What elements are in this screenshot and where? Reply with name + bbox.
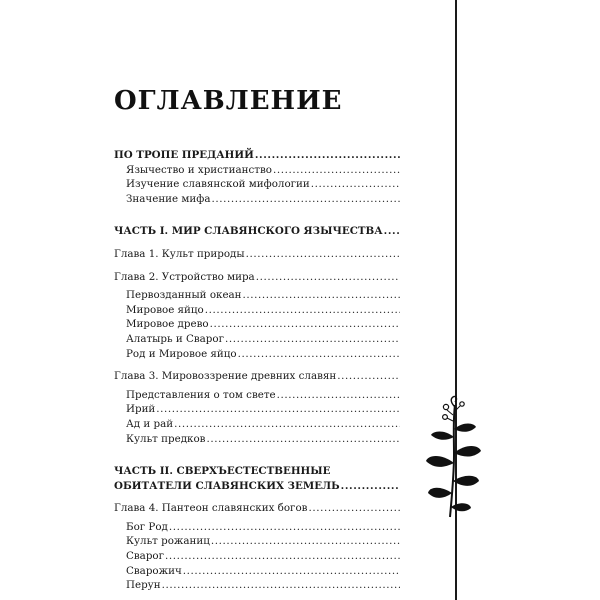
toc-entry-chapter-2[interactable] <box>114 270 400 285</box>
toc-subentry[interactable] <box>114 177 400 192</box>
dot-leader <box>206 432 400 447</box>
dot-leader <box>205 303 400 318</box>
table-of-contents <box>114 148 400 593</box>
toc-subentry[interactable] <box>114 317 400 332</box>
leaf-sprig-icon <box>424 395 484 520</box>
toc-subentry[interactable] <box>114 432 400 447</box>
toc-entry-part2[interactable] <box>114 479 400 494</box>
toc-subentry[interactable] <box>114 163 400 178</box>
dot-leader <box>210 317 400 332</box>
toc-entry-title: Ирий <box>126 403 156 416</box>
dot-leader <box>211 192 400 207</box>
toc-entry-title: ПО ТРОПЕ ПРЕДАНИЙ <box>114 149 254 161</box>
toc-subentry[interactable] <box>114 417 400 432</box>
dot-leader <box>311 177 400 192</box>
toc-subentry[interactable] <box>114 303 400 318</box>
toc-subentry[interactable] <box>114 534 400 549</box>
toc-entry-title: Мировое яйцо <box>126 303 204 316</box>
toc-subentry[interactable] <box>114 578 400 593</box>
page-title: ОГЛАВЛЕНИЕ <box>114 86 343 116</box>
toc-entry-title: Бог Род <box>126 520 168 533</box>
toc-subentry[interactable] <box>114 549 400 564</box>
toc-entry-title: Алатырь и Сварог <box>126 332 224 345</box>
toc-subentry[interactable] <box>114 520 400 535</box>
toc-entry-title: Культ предков <box>126 432 206 445</box>
dot-leader <box>183 564 400 579</box>
dot-leader <box>255 148 400 163</box>
toc-entry-title: ЧАСТЬ I. МИР СЛАВЯНСКОГО ЯЗЫЧЕСТВА <box>114 225 383 238</box>
toc-entry-title: Изучение славянской мифологии <box>126 178 310 191</box>
dot-leader <box>211 534 400 549</box>
dot-leader <box>277 388 400 403</box>
dot-leader <box>337 369 400 384</box>
dot-leader <box>165 549 400 564</box>
toc-entry-part2-line1[interactable]: ЧАСТЬ II. СВЕРХЪЕСТЕСТВЕННЫЕ <box>114 465 331 478</box>
dot-leader <box>156 402 400 417</box>
toc-entry-title: Глава 4. Пантеон славянских богов <box>114 502 308 515</box>
dot-leader <box>238 347 400 362</box>
toc-subentry[interactable] <box>114 332 400 347</box>
toc-subentry[interactable] <box>114 402 400 417</box>
dot-leader <box>246 247 400 262</box>
dot-leader <box>243 288 400 303</box>
dot-leader <box>174 417 400 432</box>
dot-leader <box>256 270 400 285</box>
toc-entry-title: Представления о том свете <box>126 388 276 401</box>
toc-entry-title: Глава 2. Устройство мира <box>114 270 255 283</box>
toc-entry-title: Перун <box>126 579 161 592</box>
toc-entry-chapter-1[interactable] <box>114 247 400 262</box>
toc-entry-title: Род и Мировое яйцо <box>126 347 237 360</box>
dot-leader <box>341 479 400 494</box>
dot-leader <box>225 332 400 347</box>
toc-subentry[interactable] <box>114 192 400 207</box>
dot-leader <box>162 578 400 593</box>
toc-subentry[interactable] <box>114 388 400 403</box>
toc-subentry[interactable] <box>114 564 400 579</box>
dot-leader <box>384 224 400 239</box>
toc-entry-prologue[interactable] <box>114 148 400 163</box>
toc-entry-title: Мировое древо <box>126 318 209 331</box>
toc-entry-part1[interactable] <box>114 224 400 239</box>
dot-leader <box>308 501 400 516</box>
toc-subentry[interactable] <box>114 347 400 362</box>
toc-entry-title: Сварог <box>126 550 164 563</box>
toc-entry-title: Первозданный океан <box>126 289 242 302</box>
toc-entry-title: Ад и рай <box>126 417 174 430</box>
toc-entry-title: Культ рожаниц <box>126 535 210 548</box>
toc-entry-chapter-3[interactable] <box>114 369 400 384</box>
toc-entry-title: Сварожич <box>126 564 182 577</box>
toc-entry-title: Глава 3. Мировоззрение древних славян <box>114 370 337 383</box>
dot-leader <box>273 163 400 178</box>
toc-subentry[interactable] <box>114 288 400 303</box>
toc-entry-title: Глава 1. Культ природы <box>114 247 245 260</box>
toc-entry-title: Значение мифа <box>126 192 211 205</box>
toc-entry-title: Язычество и христианство <box>126 163 272 176</box>
toc-entry-title: ОБИТАТЕЛИ СЛАВЯНСКИХ ЗЕМЕЛЬ <box>114 479 340 492</box>
dot-leader <box>169 520 400 535</box>
toc-entry-chapter-4[interactable] <box>114 501 400 516</box>
